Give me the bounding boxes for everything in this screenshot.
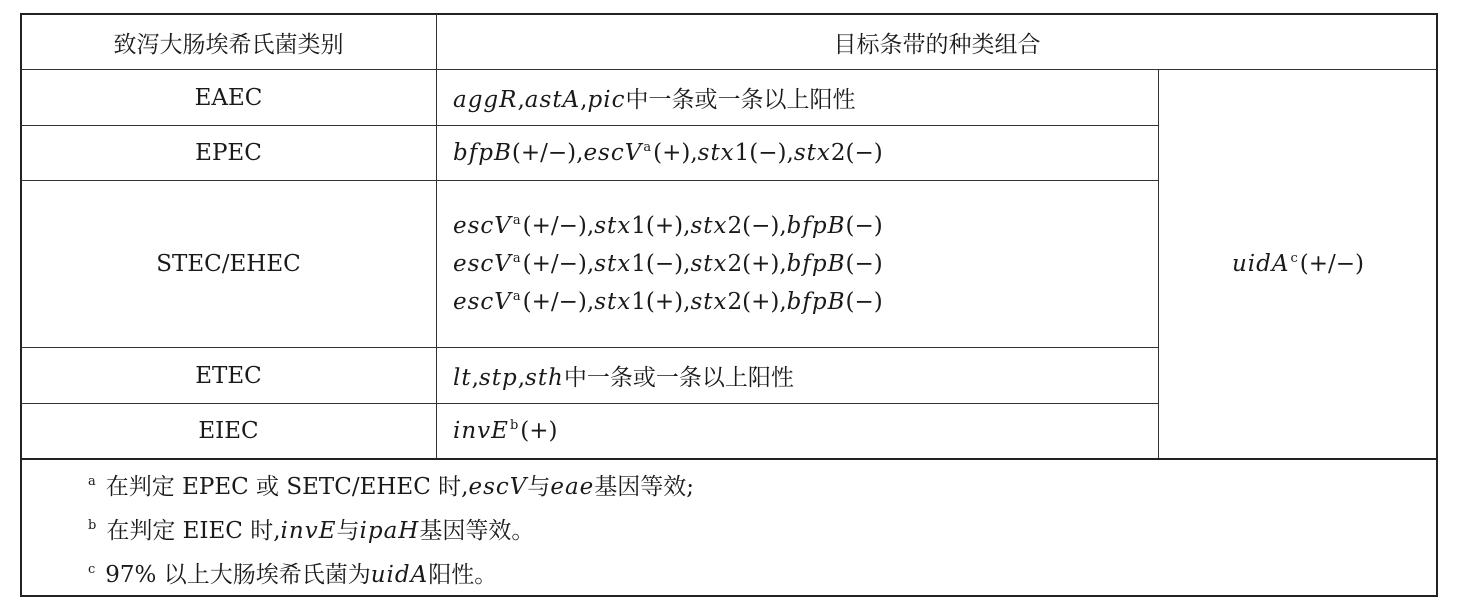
combination-line bbox=[453, 140, 883, 166]
gene-name: pic bbox=[587, 87, 626, 113]
superscript-mark: c bbox=[1290, 251, 1298, 266]
category-label: STEC/EHEC bbox=[156, 251, 301, 277]
combination-line bbox=[453, 418, 558, 444]
gene-name: escV bbox=[453, 289, 512, 315]
text-segment: 2(−) bbox=[830, 140, 883, 166]
text-segment: 与 bbox=[336, 518, 360, 544]
text-segment: 1(−), bbox=[734, 140, 794, 166]
combination-cell bbox=[453, 70, 1153, 125]
text-segment: 2(+), bbox=[727, 251, 787, 277]
gene-name: stx bbox=[793, 140, 831, 166]
gene-name: stx bbox=[690, 289, 728, 315]
gene-name: eae bbox=[550, 474, 595, 500]
text-segment: 中一条或一条以上阳性 bbox=[563, 365, 794, 391]
category-cell bbox=[21, 348, 436, 403]
text-segment: (−) bbox=[845, 213, 883, 239]
gene-name: uidA bbox=[370, 562, 429, 588]
footnote-divider bbox=[21, 458, 1437, 460]
category-cell bbox=[21, 181, 436, 347]
text-segment: 2(−), bbox=[727, 213, 787, 239]
gene-name: aggR bbox=[453, 87, 518, 113]
text-segment: (+), bbox=[653, 140, 698, 166]
header-combination bbox=[437, 15, 1437, 69]
text-segment: , bbox=[471, 365, 479, 391]
footnote-a bbox=[88, 468, 694, 501]
gene-name: lt bbox=[453, 365, 472, 391]
gene-name: sth bbox=[525, 365, 564, 391]
gene-name: bfpB bbox=[786, 289, 846, 315]
footnote-mark: b bbox=[88, 518, 97, 533]
gene-name: escV bbox=[453, 251, 512, 277]
text-segment: , bbox=[517, 365, 526, 391]
footnote-mark: a bbox=[88, 474, 96, 489]
gene-name: ipaH bbox=[359, 518, 420, 544]
text-segment: 97% 以上大肠埃希氏菌为 bbox=[105, 562, 371, 588]
text-segment: (−) bbox=[845, 251, 883, 277]
gene-name: bfpB bbox=[786, 213, 846, 239]
text-segment: , bbox=[580, 87, 588, 113]
gene-name: stx bbox=[594, 289, 632, 315]
text-segment: 1(−), bbox=[631, 251, 691, 277]
text-segment: (+/−), bbox=[522, 213, 595, 239]
combination-line bbox=[453, 81, 855, 114]
text-segment: 在判定 EIEC 时, bbox=[106, 518, 281, 544]
text-segment: (+/−) bbox=[1299, 251, 1365, 277]
gene-name: uidA bbox=[1231, 251, 1290, 277]
footnote-mark: c bbox=[88, 562, 96, 577]
gene-name: bfpB bbox=[786, 251, 846, 277]
header-combination-text: 目标条带的种类组合 bbox=[833, 31, 1041, 58]
gene-name: stx bbox=[594, 251, 632, 277]
superscript-mark: a bbox=[512, 289, 521, 304]
combination-cell bbox=[453, 404, 1153, 458]
gene-name: escV bbox=[468, 474, 528, 500]
gene-name: stx bbox=[697, 140, 735, 166]
text-segment: 1(+), bbox=[631, 213, 691, 239]
combination-line bbox=[453, 289, 883, 315]
combination-cell bbox=[453, 126, 1153, 180]
text-segment: 2(+), bbox=[727, 289, 787, 315]
combination-line bbox=[453, 251, 883, 277]
text-segment: 阳性。 bbox=[428, 562, 498, 588]
category-label: ETEC bbox=[195, 362, 262, 389]
text-segment: (−) bbox=[845, 289, 883, 315]
merged-uida-cell bbox=[1159, 70, 1437, 458]
footnote-b bbox=[88, 512, 534, 545]
gene-name: stx bbox=[594, 213, 632, 239]
superscript-mark: a bbox=[512, 213, 521, 228]
category-cell bbox=[21, 404, 436, 458]
category-cell bbox=[21, 70, 436, 125]
text-segment: 1(+), bbox=[631, 289, 691, 315]
header-category bbox=[21, 15, 436, 69]
category-label: EIEC bbox=[198, 418, 259, 444]
text-segment: , bbox=[517, 87, 525, 113]
gene-name: escV bbox=[453, 213, 512, 239]
text-segment: 与 bbox=[527, 474, 551, 500]
gene-name: escV bbox=[583, 140, 643, 166]
text-segment: 基因等效。 bbox=[419, 518, 535, 544]
text-segment: (+/−), bbox=[522, 251, 595, 277]
text-segment: (+/−), bbox=[522, 289, 595, 315]
text-segment: 基因等效; bbox=[594, 474, 695, 500]
col-divider-1 bbox=[436, 14, 437, 459]
combination-line bbox=[453, 359, 794, 392]
text-segment: (+) bbox=[520, 418, 558, 444]
combination-cell bbox=[453, 181, 1153, 347]
gene-name: invE bbox=[280, 518, 337, 544]
superscript-mark: a bbox=[643, 140, 652, 155]
category-label: EAEC bbox=[194, 84, 263, 111]
gene-name: invE bbox=[453, 418, 509, 444]
text-segment: 中一条或一条以上阳性 bbox=[625, 87, 856, 113]
gene-name: bfpB bbox=[453, 140, 512, 166]
gene-name: astA bbox=[524, 87, 581, 113]
superscript-mark: a bbox=[512, 251, 521, 266]
category-cell bbox=[21, 126, 436, 180]
gene-name: stx bbox=[690, 213, 728, 239]
combination-line bbox=[453, 213, 883, 239]
category-label: EPEC bbox=[195, 140, 262, 166]
header-category-text: 致泻大肠埃希氏菌类别 bbox=[113, 31, 344, 58]
combination-cell bbox=[453, 348, 1153, 403]
text-segment: (+/−), bbox=[511, 140, 584, 166]
merged-uida-text bbox=[1232, 251, 1364, 277]
gene-name: stx bbox=[690, 251, 728, 277]
footnote-c bbox=[88, 556, 497, 589]
text-segment: 在判定 EPEC 或 SETC/EHEC 时, bbox=[105, 474, 469, 500]
gene-name: stp bbox=[478, 365, 518, 391]
superscript-mark: b bbox=[509, 418, 519, 433]
